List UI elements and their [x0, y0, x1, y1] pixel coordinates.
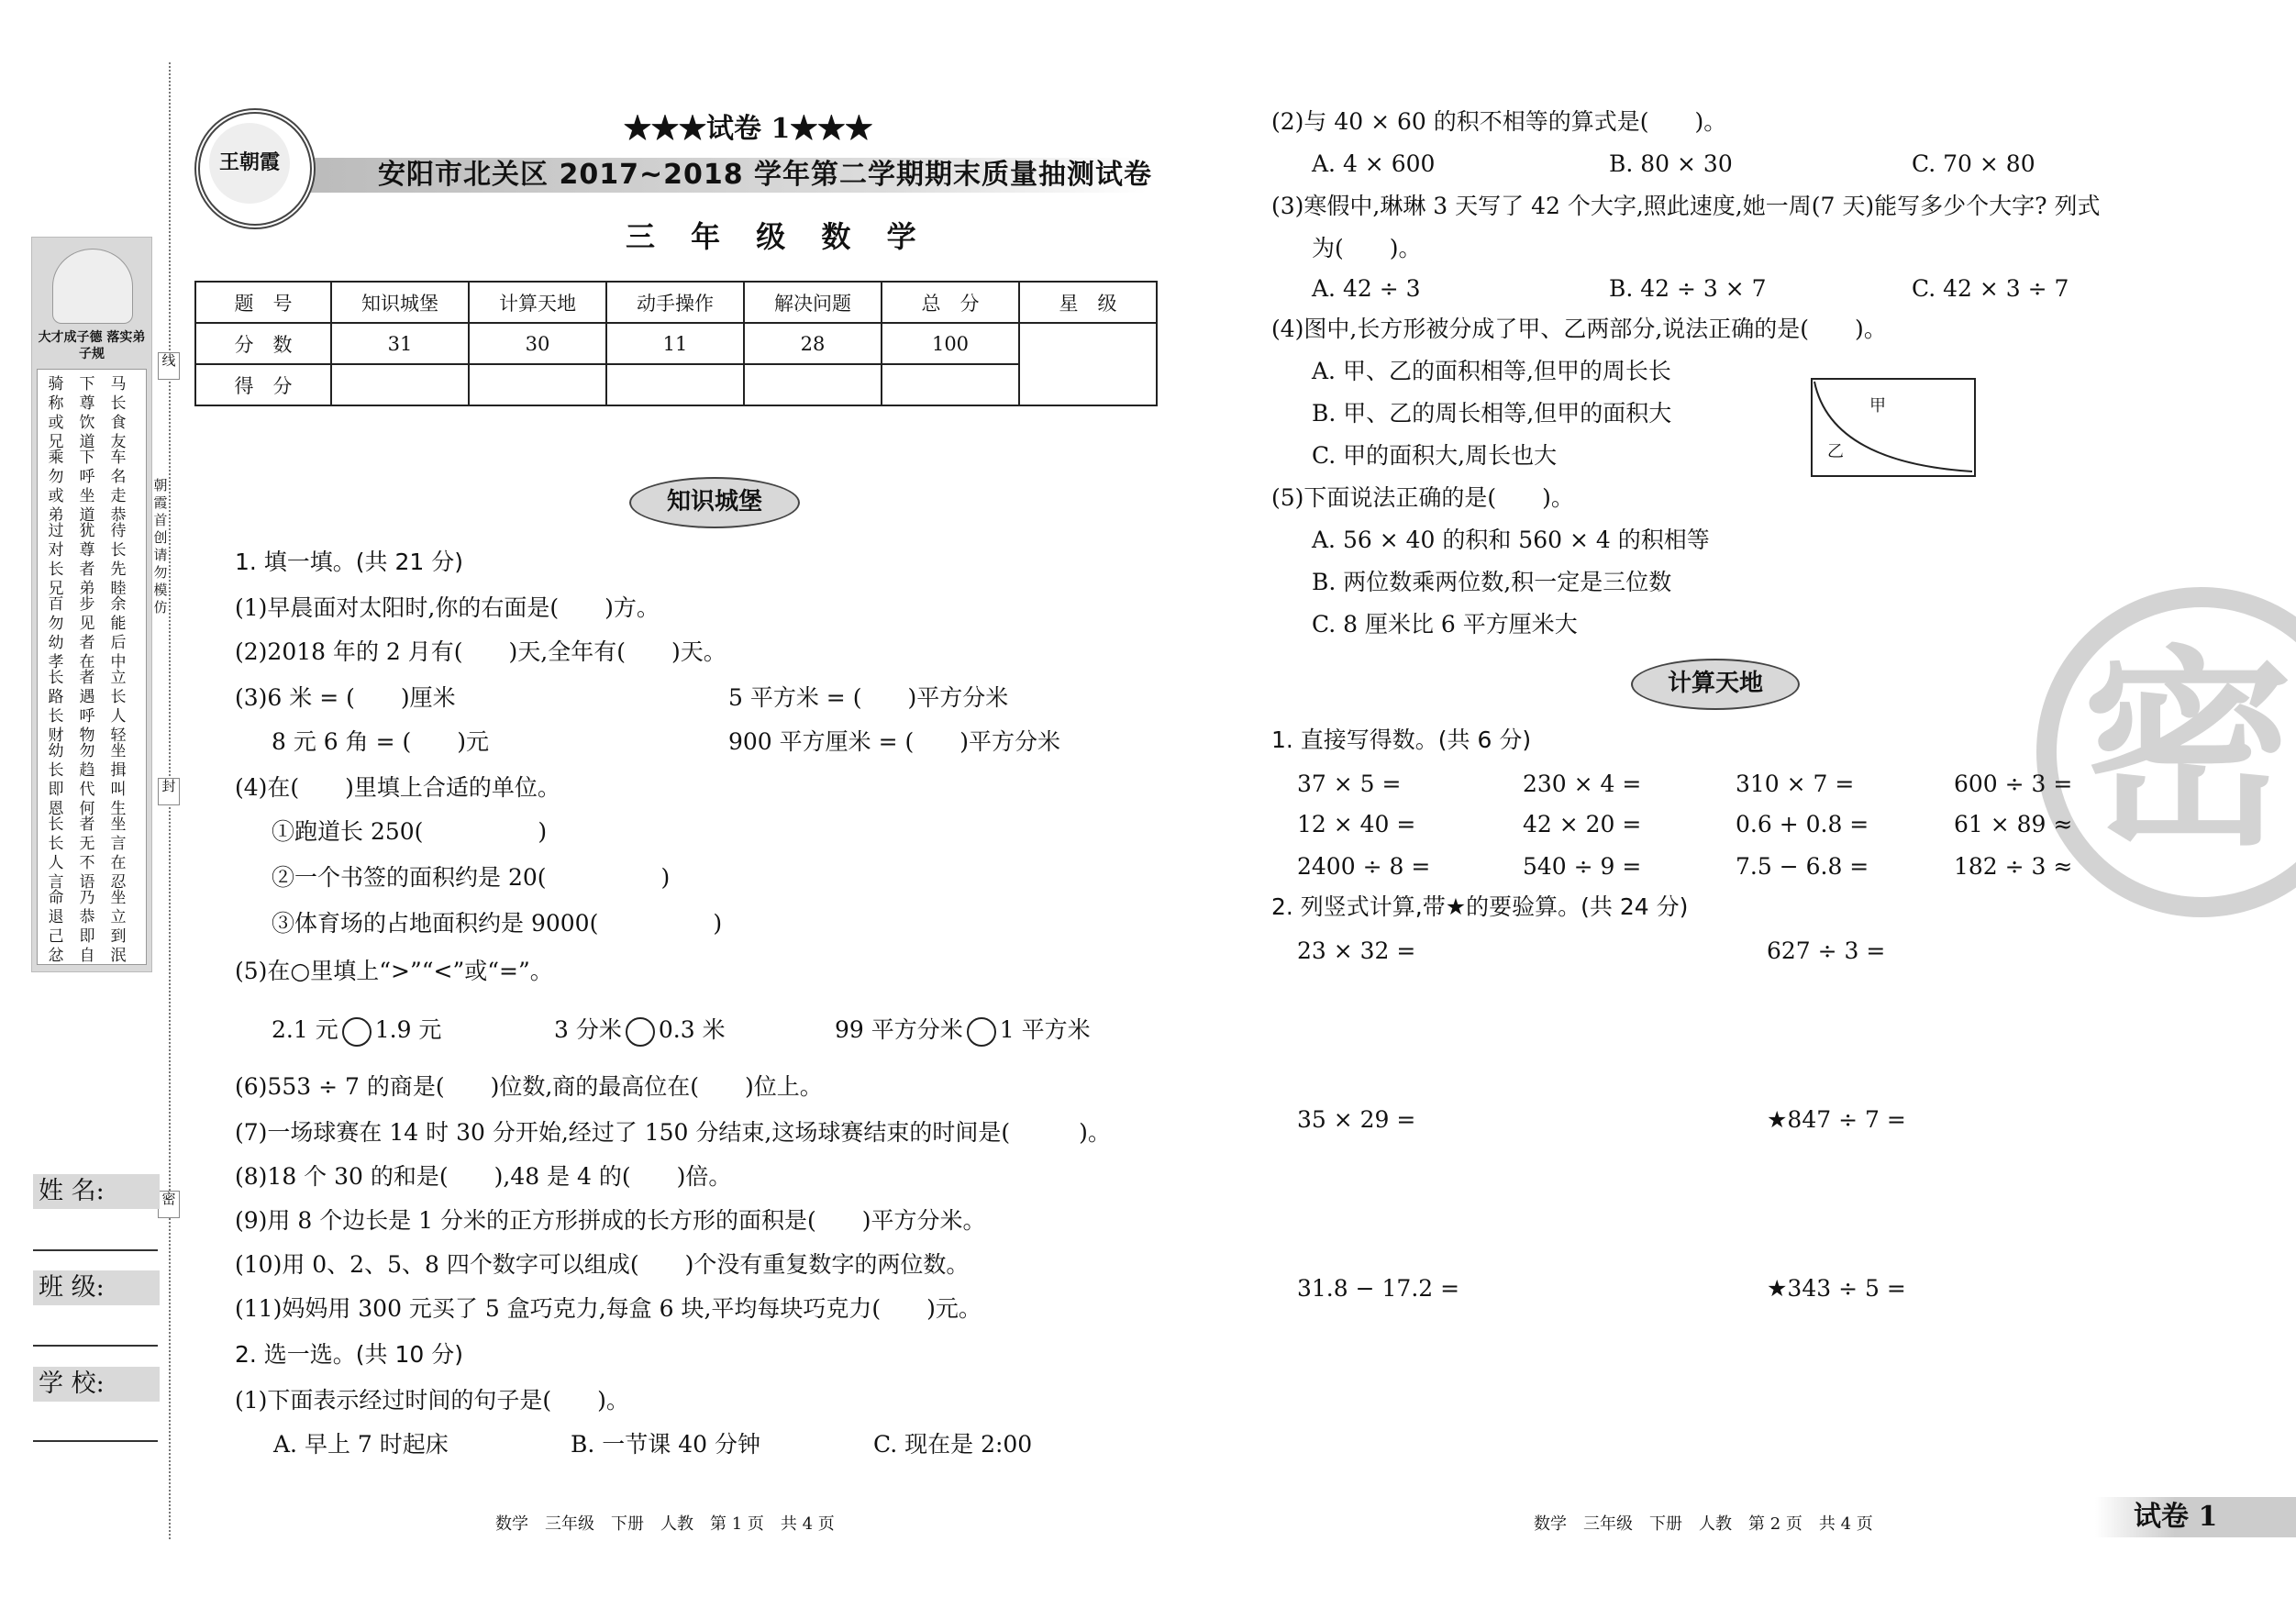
calc-item: 7.5 − 6.8 =: [1736, 853, 1869, 880]
poem-line: 车名走恭: [110, 449, 127, 525]
table-cell: 28: [744, 323, 882, 364]
option-c[interactable]: C. 8 厘米比 6 平方厘米大: [1312, 611, 1578, 638]
mark-xian: 线: [158, 352, 180, 380]
poem-line: 立长人轻: [110, 669, 127, 745]
calc-item: 12 × 40 =: [1297, 811, 1416, 837]
brand-logo-text: 王朝霞: [209, 123, 290, 204]
question-line: (1)早晨面对太阳时,你的右面是( )方。: [235, 594, 660, 621]
question-line: (4)图中,长方形被分成了甲、乙两部分,说法正确的是( )。: [1271, 316, 1887, 342]
secret-stamp-text: 密: [2082, 629, 2294, 874]
table-cell: 100: [882, 323, 1019, 364]
school-line[interactable]: [33, 1440, 158, 1442]
star-rating-cell[interactable]: [1019, 323, 1157, 405]
option-a[interactable]: A. 4 × 600: [1312, 150, 1436, 177]
poem-line: 下呼坐道: [79, 449, 95, 525]
mark-feng: 封: [158, 778, 180, 805]
section-pill-calculation: 计算天地: [1631, 659, 1800, 710]
table-cell: 得 分: [195, 364, 331, 405]
table-header-cell: 动手操作: [606, 282, 744, 323]
score-table: [194, 281, 1158, 406]
poem-line: 命退己忿: [48, 889, 64, 965]
calc-item: 600 ÷ 3 =: [1954, 771, 2073, 797]
compare-left: 99 平方分米: [835, 1016, 963, 1043]
question-line: (7)一场球赛在 14 时 30 分开始,经过了 150 分结束,这场球赛结束的时间是( )。: [235, 1119, 1111, 1146]
table-cell: 11: [606, 323, 744, 364]
poem-line: 幼长即恩: [48, 742, 64, 818]
question-line: (5)在○里填上“>”“<”或“=”。: [235, 958, 553, 984]
question-title: 1. 直接写得数。(共 6 分): [1271, 726, 1532, 753]
poem-line: 过对长兄: [48, 522, 64, 598]
corner-tag-text: 试卷 1: [2134, 1501, 2218, 1533]
compare-left: 2.1 元: [272, 1016, 338, 1043]
page-footer: 数学 三年级 下册 人教 第 1 页 共 4 页: [495, 1514, 835, 1534]
poem-line: 者无不语: [79, 815, 95, 892]
vertical-calc-item: 31.8 − 17.2 =: [1297, 1275, 1460, 1302]
option-c[interactable]: C. 42 × 3 ÷ 7: [1912, 275, 2069, 302]
page-title: 安阳市北关区 2017~2018 学年第二学期期末质量抽测试卷: [378, 159, 1153, 191]
question-line: (10)用 0、2、5、8 四个数字可以组成( )个没有重复数字的两位数。: [235, 1251, 970, 1278]
poem-line: 长长人言: [48, 815, 64, 892]
vertical-calc-item: 35 × 29 =: [1297, 1106, 1416, 1133]
calc-item: 42 × 20 =: [1523, 811, 1642, 837]
compare-circle[interactable]: [967, 1017, 996, 1047]
score-input-cell[interactable]: [606, 364, 744, 405]
poem-line: 待长先睦: [110, 522, 127, 598]
question-title: 2. 选一选。(共 10 分): [235, 1341, 464, 1368]
compare-right: 0.3 米: [658, 1016, 726, 1043]
score-input-cell[interactable]: [882, 364, 1019, 405]
option-c[interactable]: C. 70 × 80: [1912, 150, 2035, 177]
question-line: 900 平方厘米 = ( )平方分米: [728, 728, 1061, 755]
calc-item: 0.6 + 0.8 =: [1736, 811, 1869, 837]
name-label: 姓 名:: [33, 1174, 160, 1209]
option-b[interactable]: B. 甲、乙的周长相等,但甲的面积大: [1312, 400, 1672, 427]
calc-item: 540 ÷ 9 =: [1523, 853, 1642, 880]
rectangle-figure: [1811, 378, 1976, 477]
compare-item: [554, 1015, 726, 1047]
poem-line: 马长食友: [110, 375, 127, 451]
question-title: 2. 列竖式计算,带★的要验算。(共 24 分): [1271, 893, 1689, 920]
calc-item: 230 × 4 =: [1523, 771, 1642, 797]
table-header-cell: 星 级: [1019, 282, 1157, 323]
compare-right: 1 平方米: [999, 1016, 1091, 1043]
option-c[interactable]: C. 甲的面积大,周长也大: [1312, 442, 1558, 469]
region-label-yi: 乙: [1827, 442, 1844, 461]
table-row: [195, 364, 1157, 405]
question-line: (2)与 40 × 60 的积不相等的算式是( )。: [1271, 108, 1727, 135]
school-label: 学 校:: [33, 1367, 160, 1402]
name-line[interactable]: [33, 1249, 158, 1251]
class-label: 班 级:: [33, 1270, 160, 1305]
question-line: (9)用 8 个边长是 1 分米的正方形拼成的长方形的面积是( )平方分米。: [235, 1207, 986, 1234]
question-line: 为( )。: [1312, 235, 1422, 261]
question-line: ①跑道长 250( ): [272, 818, 548, 845]
question-line: ②一个书签的面积约是 20( ): [272, 864, 671, 891]
poem-grid: [37, 369, 147, 965]
question-line: (8)18 个 30 的和是( ),48 是 4 的( )倍。: [235, 1163, 732, 1190]
poem-line: 坐言在忍: [110, 815, 127, 892]
motto-text: 大才成子德 落实弟子规: [38, 330, 146, 361]
table-header-cell: 解决问题: [744, 282, 882, 323]
calc-item: 310 × 7 =: [1736, 771, 1855, 797]
compare-item: [272, 1015, 441, 1047]
calc-item: 182 ÷ 3 ≈: [1954, 853, 2073, 880]
poem-line: 骑称或兄: [48, 375, 64, 451]
table-cell: 31: [331, 323, 469, 364]
option-a[interactable]: A. 甲、乙的面积相等,但甲的周长长: [1312, 358, 1671, 384]
table-header-cell: 题 号: [195, 282, 331, 323]
section-pill-knowledge: 知识城堡: [629, 477, 800, 528]
poem-line: 坐揖叫生: [110, 742, 127, 818]
question-line: (11)妈妈用 300 元买了 5 盒巧克力,每盒 6 块,平均每块巧克力( )元。: [235, 1295, 982, 1322]
compare-left: 3 分米: [554, 1016, 622, 1043]
question-line: 5 平方米 = ( )平方分米: [728, 684, 1009, 711]
calc-item: 61 × 89 ≈: [1954, 811, 2073, 837]
poem-line: 犹尊者弟: [79, 522, 95, 598]
calc-item: 2400 ÷ 8 =: [1297, 853, 1431, 880]
option-a[interactable]: A. 56 × 40 的积和 560 × 4 的积相等: [1312, 527, 1710, 553]
table-header-cell: 知识城堡: [331, 282, 469, 323]
class-line[interactable]: [33, 1345, 158, 1347]
vertical-calc-item: 627 ÷ 3 =: [1767, 937, 1886, 964]
score-input-cell[interactable]: [331, 364, 469, 405]
option-c[interactable]: C. 现在是 2:00: [873, 1431, 1033, 1458]
compare-circle[interactable]: [342, 1017, 372, 1047]
poem-line: 余能后中: [110, 595, 127, 671]
question-line: (3)寒假中,琳琳 3 天写了 42 个大字,照此速度,她一周(7 天)能写多少个大字? 列式: [1271, 193, 2101, 219]
page-footer: 数学 三年级 下册 人教 第 2 页 共 4 页: [1534, 1514, 1873, 1534]
scholar-figure-icon: [52, 249, 133, 324]
question-line: (2)2018 年的 2 月有( )天,全年有( )天。: [235, 638, 727, 665]
paper-tag: ★★★试卷 1★★★: [624, 113, 873, 145]
option-b[interactable]: B. 42 ÷ 3 × 7: [1609, 275, 1767, 302]
calc-item: 37 × 5 =: [1297, 771, 1402, 797]
table-row: [195, 282, 1157, 323]
compare-circle[interactable]: [626, 1017, 655, 1047]
question-line: (3)6 米 = ( )厘米: [235, 684, 456, 711]
vertical-calc-item: ★343 ÷ 5 =: [1767, 1275, 1906, 1302]
mark-original: 朝霞首创 请勿模仿: [153, 477, 168, 616]
vertical-calc-item: ★847 ÷ 7 =: [1767, 1106, 1906, 1133]
compare-item: [835, 1015, 1091, 1047]
option-b[interactable]: B. 两位数乘两位数,积一定是三位数: [1312, 569, 1672, 595]
poem-line: 长路长财: [48, 669, 64, 745]
score-input-cell[interactable]: [469, 364, 606, 405]
poem-line: 乘勿或弟: [48, 449, 64, 525]
table-header-cell: 计算天地: [469, 282, 606, 323]
table-header-cell: 总 分: [882, 282, 1019, 323]
poem-line: 乃恭即自: [79, 889, 95, 965]
question-line: (4)在( )里填上合适的单位。: [235, 774, 560, 801]
subject-title: 三 年 级 数 学: [626, 219, 929, 254]
question-title: 1. 填一填。(共 21 分): [235, 549, 464, 575]
question-line: (1)下面表示经过时间的句子是( )。: [235, 1387, 629, 1414]
poem-line: 勿趋代何: [79, 742, 95, 818]
vertical-calc-item: 23 × 32 =: [1297, 937, 1416, 964]
poem-line: 坐立到泯: [110, 889, 127, 965]
poem-line: 步见者在: [79, 595, 95, 671]
option-b[interactable]: B. 一节课 40 分钟: [571, 1431, 760, 1458]
region-label-jia: 甲: [1869, 396, 1886, 416]
compare-right: 1.9 元: [374, 1016, 442, 1043]
option-a[interactable]: A. 42 ÷ 3: [1312, 275, 1421, 302]
mark-mi: 密: [158, 1191, 180, 1218]
option-b[interactable]: B. 80 × 30: [1609, 150, 1733, 177]
table-row: [195, 323, 1157, 364]
question-line: 8 元 6 角 = ( )元: [272, 728, 489, 755]
option-a[interactable]: A. 早上 7 时起床: [273, 1431, 449, 1458]
poem-line: 百勿幼孝: [48, 595, 64, 671]
question-line: (6)553 ÷ 7 的商是( )位数,商的最高位在( )位上。: [235, 1073, 823, 1100]
poem-line: 下尊饮道: [79, 375, 95, 451]
poem-line: 者遇呼物: [79, 669, 95, 745]
question-line: (5)下面说法正确的是( )。: [1271, 484, 1574, 511]
score-input-cell[interactable]: [744, 364, 882, 405]
question-line: ③体育场的占地面积约是 9000( ): [272, 910, 723, 937]
table-cell: 分 数: [195, 323, 331, 364]
table-cell: 30: [469, 323, 606, 364]
